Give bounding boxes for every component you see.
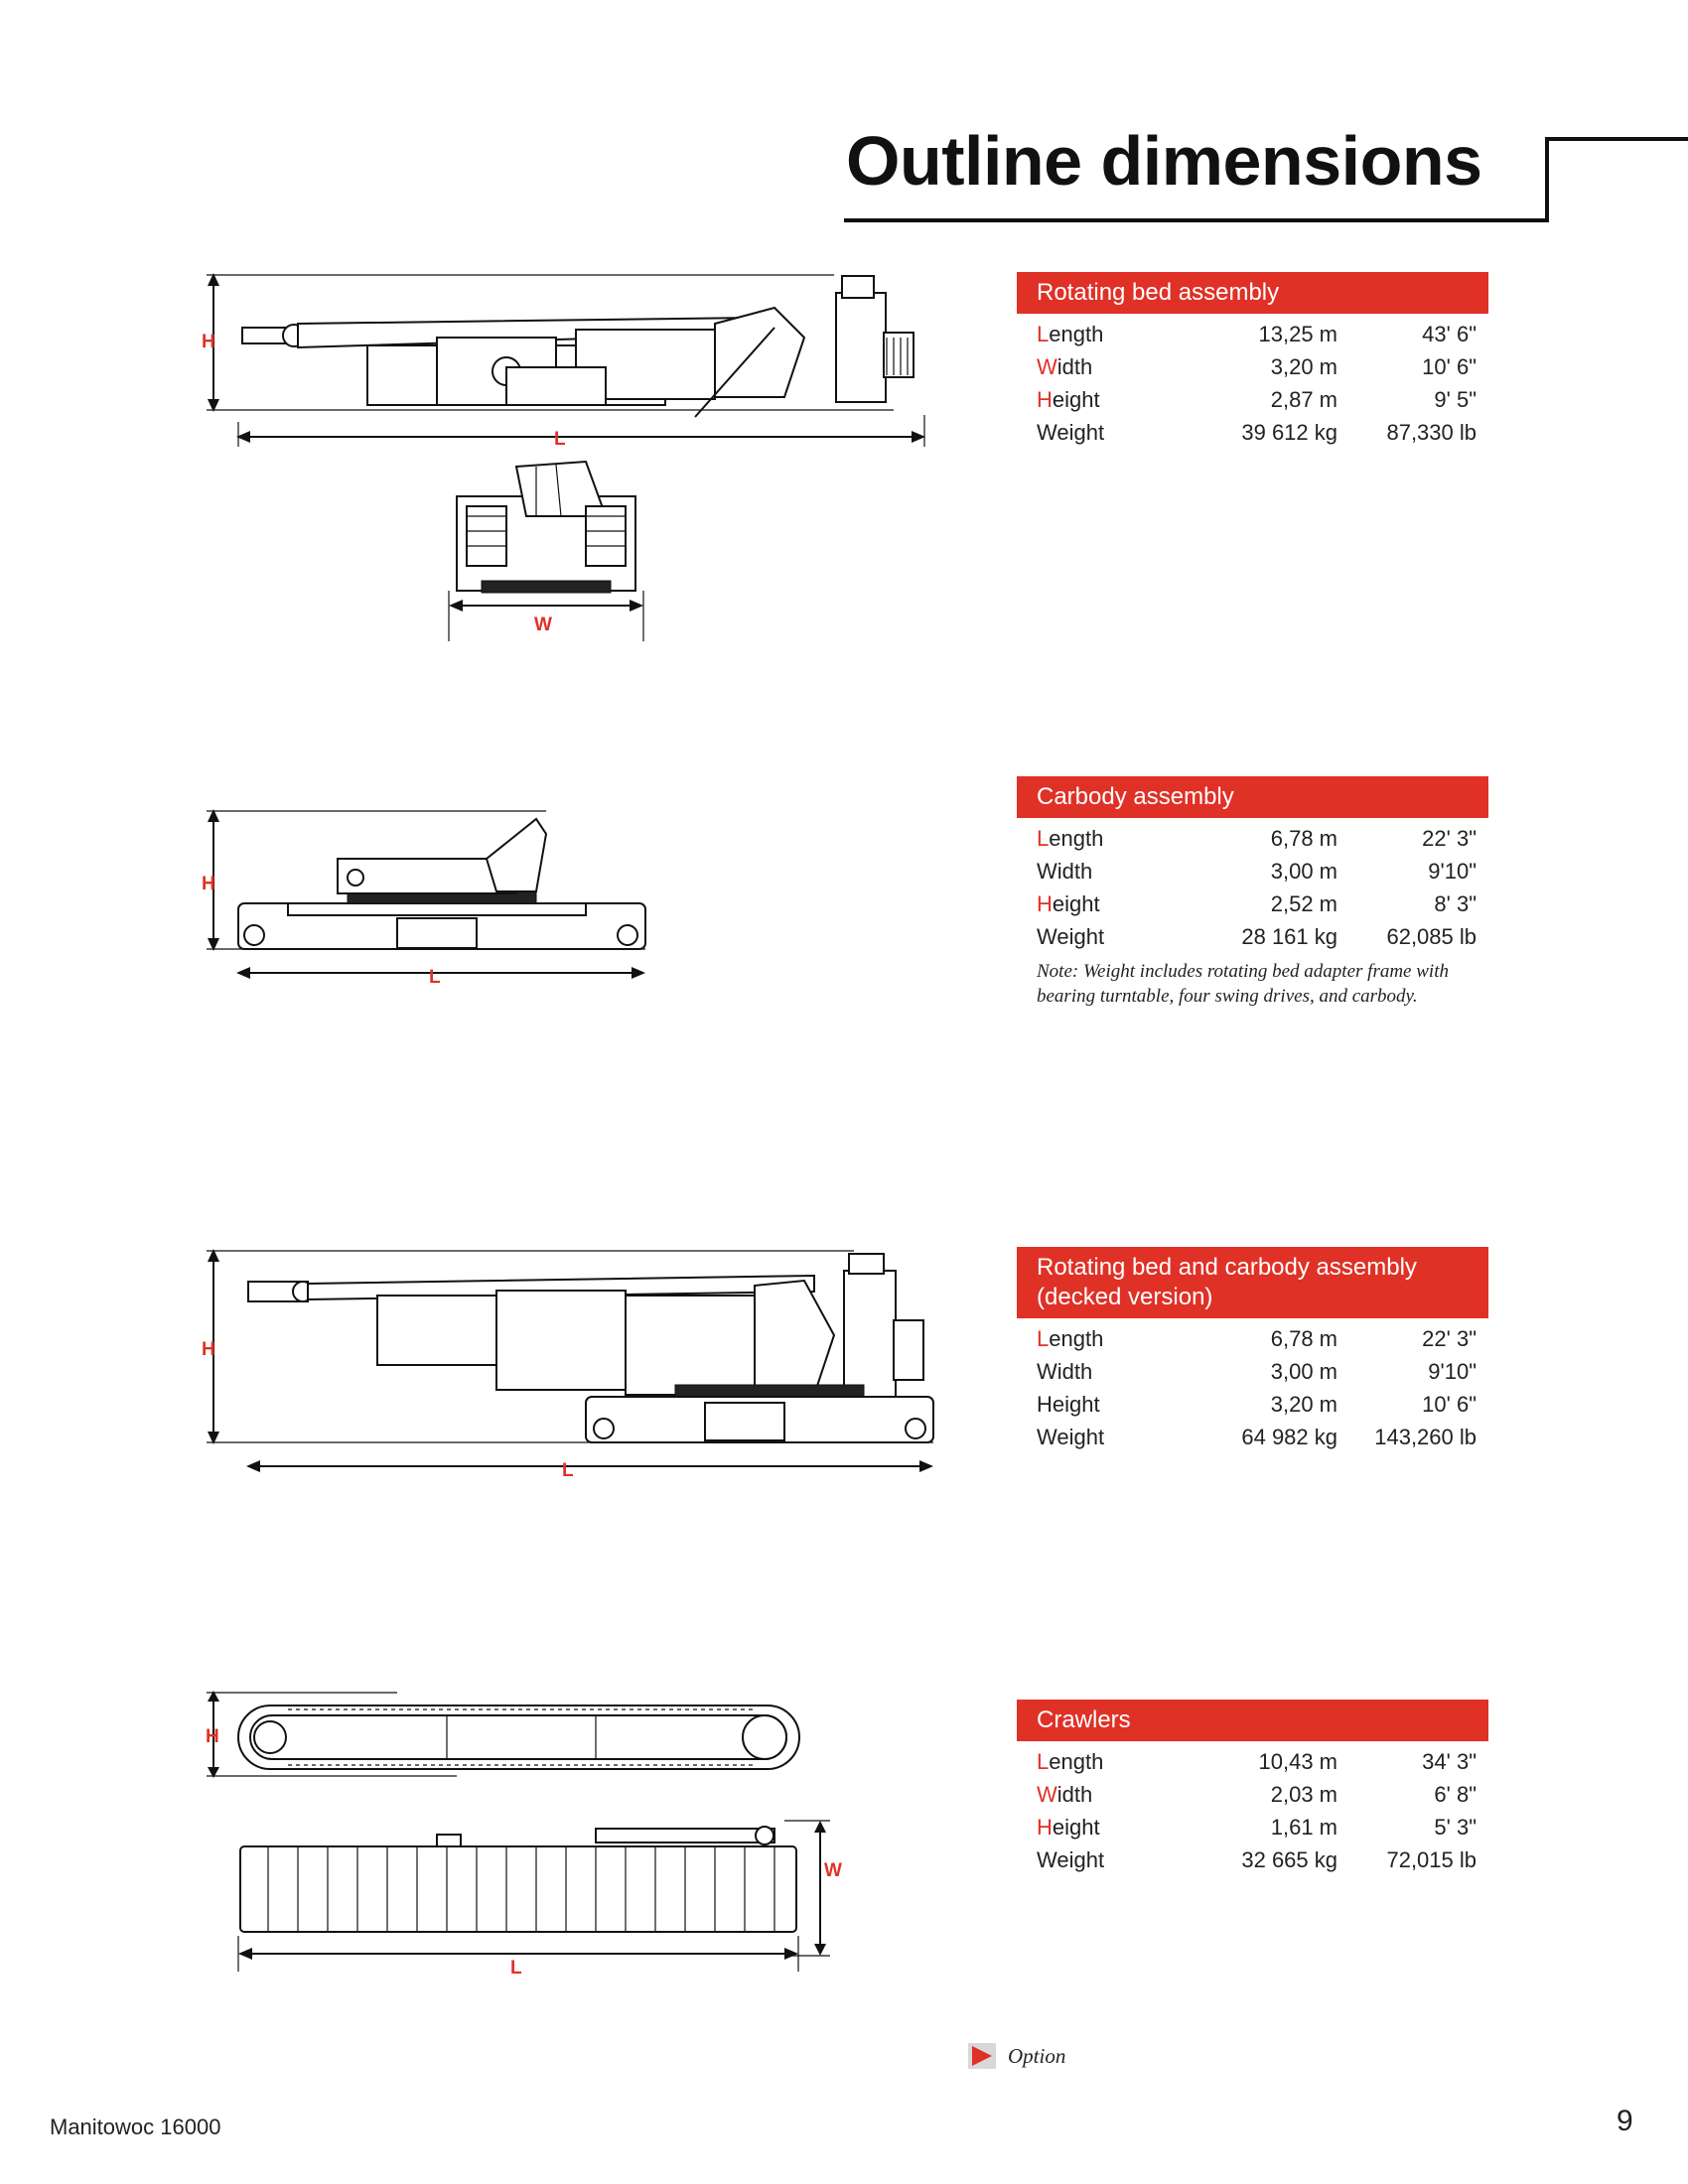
- spec-decked-assembly: [1017, 1247, 1488, 1453]
- spec-row-width: Width 3,00 m 9'10": [1037, 859, 1477, 884]
- title-corner-vertical: [1545, 137, 1549, 222]
- spec-row-weight: Weight 64 982 kg 143,260 lb: [1037, 1425, 1477, 1449]
- spec-row-height: Height 2,52 m 8' 3": [1037, 891, 1477, 916]
- spec-note: Note: Weight includes rotating bed adapter frame with bearing turntable, four swing drives, and carbody.: [1037, 961, 1449, 1007]
- crawler-l-label: L: [510, 1958, 522, 1976]
- spec-heading: Carbody assembly: [1017, 776, 1488, 818]
- spec-row-height: Height 3,20 m 10' 6": [1037, 1392, 1477, 1417]
- option-arrow-icon: [968, 2043, 996, 2069]
- spec-heading: Rotating bed assembly: [1017, 272, 1488, 314]
- decked-h-label: H: [202, 1339, 215, 1360]
- spec-crawlers: [1017, 1700, 1488, 1876]
- carbody-side-drawing: [199, 804, 665, 993]
- spec-row-length: Length 6,78 m 22' 3": [1037, 826, 1477, 851]
- spec-row-height: Height 2,87 m 9' 5": [1037, 387, 1477, 412]
- spec-row-width: Width 3,20 m 10' 6": [1037, 354, 1477, 379]
- spec-table: [1017, 318, 1488, 449]
- spec-row-height: Height 1,61 m 5' 3": [1037, 1815, 1477, 1840]
- page-title: Outline dimensions: [846, 122, 1482, 200]
- spec-heading: Crawlers: [1017, 1700, 1488, 1741]
- spec-table: [1017, 822, 1488, 953]
- spec-table: [1017, 1745, 1488, 1876]
- spec-row-weight: Weight 39 612 kg 87,330 lb: [1037, 420, 1477, 445]
- page-number: 9: [1617, 2105, 1633, 2137]
- rotating-bed-rear-drawing: [437, 457, 655, 645]
- spec-row-width: Width 3,00 m 9'10": [1037, 1359, 1477, 1384]
- rotating-bed-side-drawing: [199, 268, 933, 457]
- spec-row-length: Length 13,25 m 43' 6": [1037, 322, 1477, 346]
- rotating-bed-h-label: H: [202, 332, 215, 352]
- spec-table: [1017, 1322, 1488, 1453]
- decked-assembly-drawing: [199, 1246, 943, 1484]
- spec-carbody: [1017, 776, 1488, 1009]
- title-rule: [844, 218, 1549, 222]
- option-label: Option: [1008, 2043, 1066, 2068]
- carbody-l-label: L: [429, 967, 441, 988]
- rotating-bed-w-label: W: [534, 614, 552, 635]
- option-legend: [968, 2043, 1065, 2069]
- spec-row-length: Length 6,78 m 22' 3": [1037, 1326, 1477, 1351]
- spec-heading: Rotating bed and carbody assembly (decked version): [1017, 1247, 1488, 1318]
- footer-product-name: Manitowoc 16000: [50, 2115, 221, 2139]
- crawler-h-label: H: [206, 1726, 219, 1747]
- spec-row-weight: Weight 32 665 kg 72,015 lb: [1037, 1847, 1477, 1872]
- rotating-bed-l-label: L: [554, 429, 566, 450]
- spec-rotating-bed: [1017, 272, 1488, 449]
- title-block: [844, 117, 1549, 222]
- crawler-side-drawing: [199, 1688, 814, 1787]
- spec-row-weight: Weight 28 161 kg 62,085 lb: [1037, 924, 1477, 949]
- decked-l-label: L: [562, 1460, 574, 1481]
- crawler-top-drawing: [228, 1817, 844, 1976]
- spec-row-width: Width 2,03 m 6' 8": [1037, 1782, 1477, 1807]
- spec-row-length: Length 10,43 m 34' 3": [1037, 1749, 1477, 1774]
- carbody-h-label: H: [202, 874, 215, 894]
- crawler-w-label: W: [824, 1860, 842, 1881]
- title-corner-top: [1545, 137, 1688, 141]
